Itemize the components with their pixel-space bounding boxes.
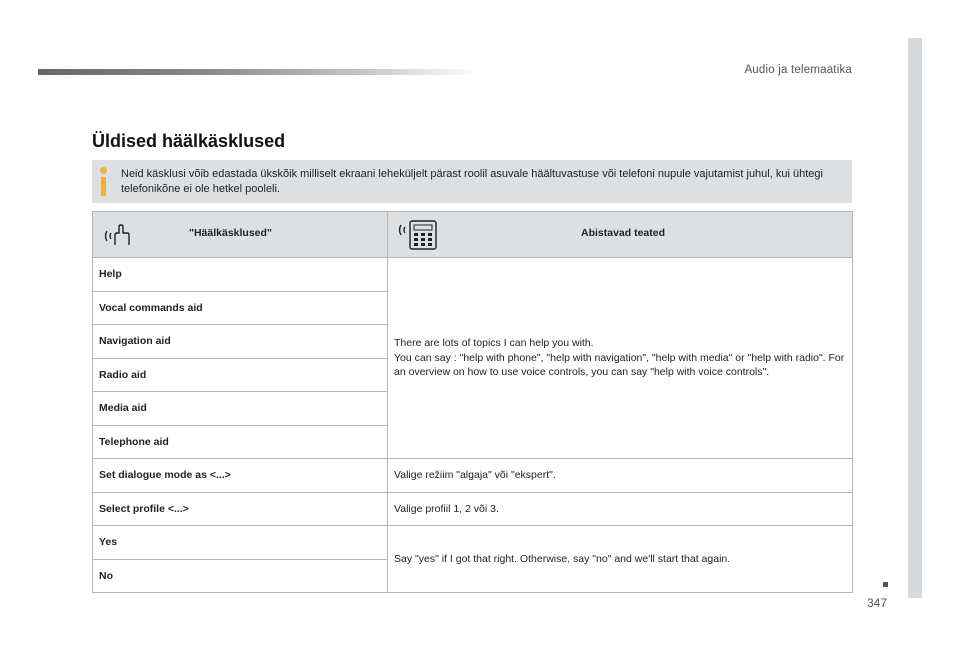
table-row [93, 526, 853, 560]
command-no: No [93, 559, 388, 593]
dialogue-mode-message: Valige režiim "algaja" või "ekspert". [388, 459, 853, 493]
command-telephone-aid: Telephone aid [93, 425, 388, 459]
info-icon [99, 167, 109, 197]
command-set-dialogue-mode: Set dialogue mode as <...> [93, 459, 388, 493]
info-box [92, 160, 852, 203]
command-navigation-aid: Navigation aid [93, 325, 388, 359]
header-commands-label: "Häälkäsklused" [189, 227, 272, 239]
help-message-line-1: There are lots of topics I can help you with. [394, 337, 594, 350]
info-text: Neid käsklusi võib edastada ükskõik milliselt ekraani leheküljelt pärast roolil asuvale häältuvastuse või telefoni nupule vajutamist juhul, kui ühtegi telefonikõne ei ole hetkel pooleli. [121, 168, 823, 195]
help-message-cell [388, 258, 853, 459]
command-help: Help [93, 258, 388, 292]
table-row [93, 492, 853, 526]
section-name: Audio ja telemaatika [744, 64, 852, 76]
page-number: 347 [867, 596, 888, 610]
page-side-strip [908, 38, 922, 598]
command-vocal-commands-aid: Vocal commands aid [93, 291, 388, 325]
command-select-profile: Select profile <...> [93, 492, 388, 526]
header-messages-cell [388, 212, 853, 258]
profile-message: Valige profiil 1, 2 või 3. [388, 492, 853, 526]
page-title: Üldised häälkäsklused [92, 131, 286, 151]
page-marker [883, 582, 888, 587]
command-radio-aid: Radio aid [93, 358, 388, 392]
header-commands-cell [93, 212, 388, 258]
voice-keypad-icon [398, 217, 440, 251]
voice-commands-table [92, 211, 853, 593]
table-header-row [93, 212, 853, 258]
help-message-line-2: You can say : "help with phone", "help with navigation", "help with media" or "help with radio". For an overview on how to use voice controls, you can say "help with voice controls". [394, 351, 845, 379]
command-yes: Yes [93, 526, 388, 560]
header-messages-label: Abistavad teated [581, 227, 666, 239]
voice-hand-icon [103, 221, 139, 249]
command-media-aid: Media aid [93, 392, 388, 426]
yes-no-message: Say "yes" if I got that right. Otherwise, say "no" and we'll start that again. [388, 526, 853, 593]
table-row [93, 459, 853, 493]
header-gradient-bar [38, 69, 478, 75]
table-row [93, 258, 853, 292]
